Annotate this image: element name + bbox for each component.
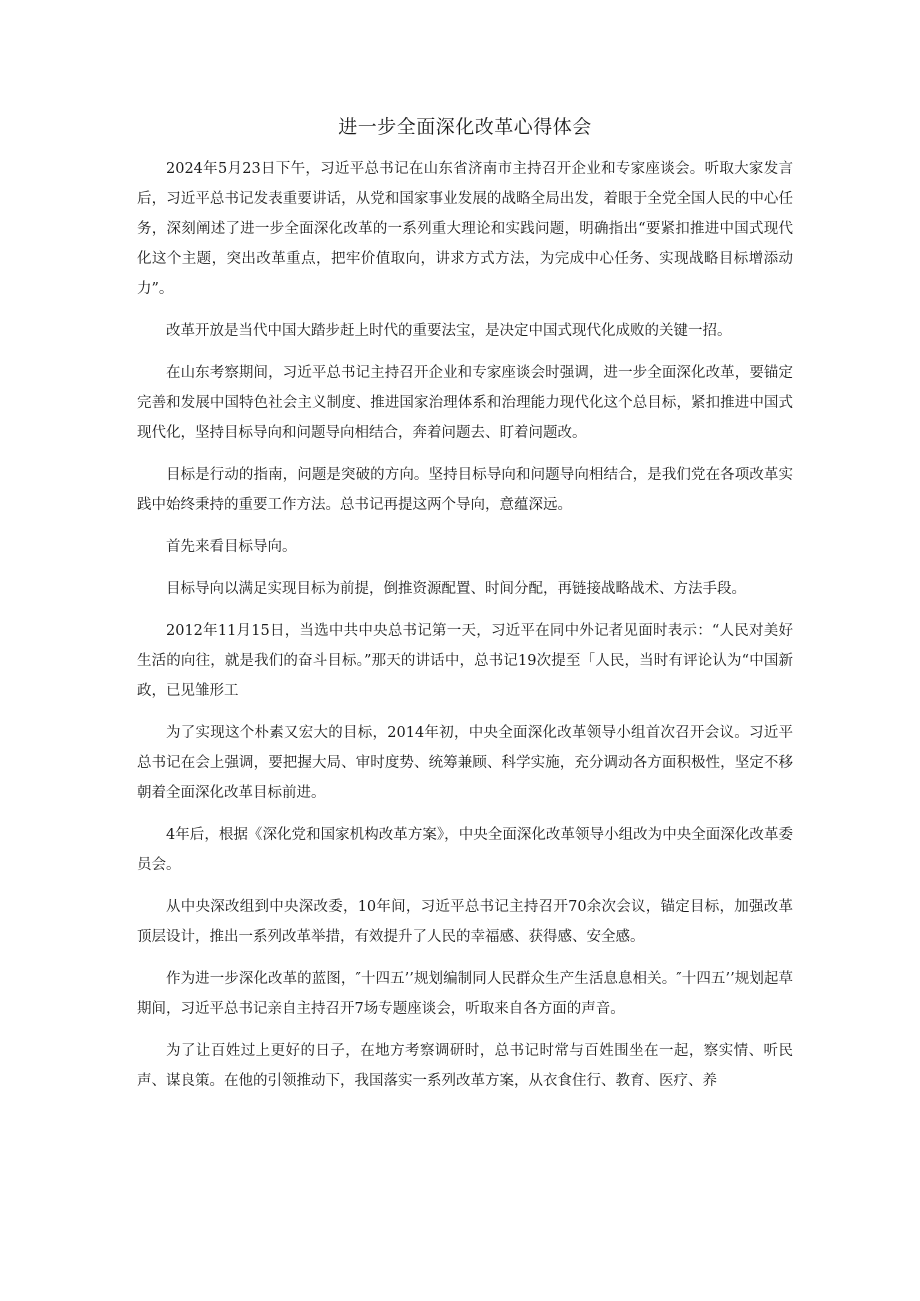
paragraph-6: 目标导向以满足实现目标为前提，倒推资源配置、时间分配，再链接战略战术、方法手段。 [166, 581, 746, 597]
paragraph-10: 从中央深改组到中央深改委，10年间，习近平总书记主持召开70余次会议，锚定目标，加强改革顶层设计，推出一系列改革举措，有效提升了人民的幸福感、获得感、安全感。 [137, 899, 793, 945]
document-title: 进一步全面深化改革心得体会 [338, 116, 592, 138]
paragraph-3: 在山东考察期间，习近平总书记主持召开企业和专家座谈会时强调，进一步全面深化改革，要锚定完善和发展中国特色社会主义制度、推进国家治理体系和治理能力现代化这个总目标，紧扣推进中国式现代化，坚持目标导向和问题导向相结合，奔着问题去、盯着问题改。 [137, 365, 793, 441]
paragraph-8: 为了实现这个朴素又宏大的目标，2014年初，中央全面深化改革领导小组首次召开会议。习近平总书记在会上强调，要把握大局、审时度势、统筹兼顾、科学实施，充分调动各方面积极性，坚定不移朝着全面深化改革目标前进。 [137, 725, 793, 801]
paragraph-5: 首先来看目标导向。 [166, 539, 297, 555]
paragraph-9: 4年后，根据《深化党和国家机构改革方案》，中央全面深化改革领导小组改为中央全面深化改革委员会。 [137, 827, 793, 873]
paragraph-1: 2024年5月23日下午，习近平总书记在山东省济南市主持召开企业和专家座谈会。听取大家发言后，习近平总书记发表重要讲话，从党和国家事业发展的战略全局出发，着眼于全党全国人民的中心任务，深刻阐述了进一步全面深化改革的一系列重大理论和实践问题，明确指出“要紧扣推进中国式现代化这个主题，突出改革重点，把牢价值取向，讲求方式方法，为完成中心任务、实现战略目标增添动力”。 [137, 161, 793, 297]
paragraph-7: 2012年11月15日，当选中共中央总书记第一天，习近平在同中外记者见面时表示：“人民对美好生活的向往，就是我们的奋斗目标。”那天的讲话中，总书记19次提至「人民，当时有评论认为“中国新政，已见雏形工 [137, 623, 793, 699]
document-page [137, 112, 793, 1108]
paragraph-2: 改革开放是当代中国大踏步赶上时代的重要法宝，是决定中国式现代化成败的关键一招。 [166, 323, 732, 339]
paragraph-4: 目标是行动的指南，问题是突破的方向。坚持目标导向和问题导向相结合，是我们党在各项改革实践中始终秉持的重要工作方法。总书记再提这两个导向，意蕴深远。 [137, 467, 793, 513]
paragraph-12: 为了让百姓过上更好的日子，在地方考察调研时，总书记时常与百姓围坐在一起，察实情、听民声、谋良策。在他的引领推动下，我国落实一系列改革方案，从衣食住行、教育、医疗、养 [137, 1043, 793, 1089]
paragraph-11: 作为进一步深化改革的蓝图，″十四五’’规划编制同人民群众生产生活息息相关。″十四五’’规划起草期间，习近平总书记亲自主持召开7场专题座谈会，听取来自各方面的声音。 [137, 971, 793, 1017]
